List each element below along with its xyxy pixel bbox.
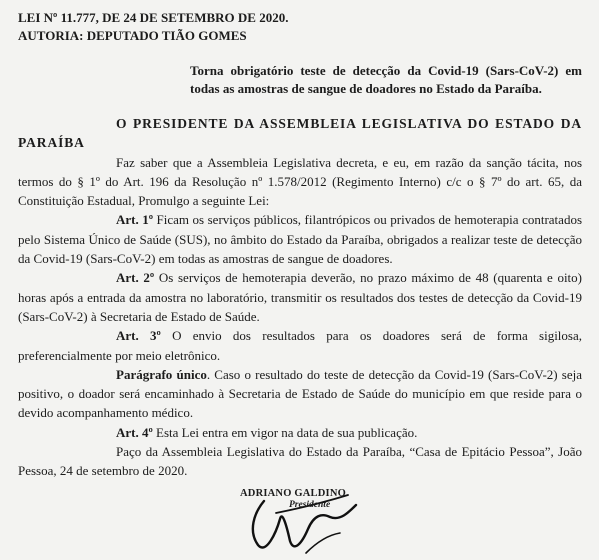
signatory-role: Presidente <box>289 500 331 510</box>
article-2 <box>18 268 582 326</box>
article-text: Esta Lei entra em vigor na data de sua publicação. <box>152 424 418 440</box>
article-label: Art. 2º <box>116 270 155 286</box>
preamble-paragraph: Faz saber que a Assembleia Legislativa decreta, e eu, em razão da sanção tácita, nos termos do § 1º do Art. 196 da Resolução nº 1.578/2012 (Regimento Interno) c/c o § 7º do art. 65, da Constituição Estadual, Promulgo a seguinte Lei: <box>18 154 582 209</box>
article-3 <box>18 326 582 365</box>
law-header <box>18 9 288 45</box>
article-text: Os serviços de hemoterapia deverão, no prazo máximo de 48 (quarenta e oito) horas após a entrada da amostra no laboratório, transmitir os resultados dos testes de detecção da Covid-19 (Sars-CoV-2) à Secretaria de Estado de Saúde. <box>18 270 582 324</box>
paragraph-label: Parágrafo único <box>116 366 207 382</box>
article-label: Art. 1º <box>116 212 154 228</box>
article-label: Art. 3º <box>116 328 161 344</box>
sole-paragraph <box>18 365 582 423</box>
signatory-name: ADRIANO GALDINO <box>240 488 346 499</box>
law-author: AUTORIA: DEPUTADO TIÃO GOMES <box>18 28 247 43</box>
law-body <box>18 114 582 481</box>
article-text: O envio dos resultados para os doadores será de forma sigilosa, preferencialmente por meio eletrônico. <box>18 328 583 363</box>
paragraph-text: . Caso o resultado do teste de detecção da Covid-19 (Sars-CoV-2) seja positivo, o doador será encaminhado à Secretaria de Estado de Saúde do município em que reside para o devido acompanhamento médico. <box>18 366 582 421</box>
closing-paragraph: Paço da Assembleia Legislativa do Estado da Paraíba, “Casa de Epitácio Pessoa”, João Pessoa, 24 de setembro de 2020. <box>18 444 582 479</box>
article-label: Art. 4º <box>116 424 153 440</box>
article-4 <box>18 423 582 442</box>
president-heading: O PRESIDENTE DA ASSEMBLEIA LEGISLATIVA DO ESTADO DA PARAÍBA <box>18 116 582 151</box>
law-summary: Torna obrigatório teste de detecção da Covid-19 (Sars-CoV-2) em todas as amostras de sangue de doadores no Estado da Paraíba. <box>190 63 582 96</box>
article-1 <box>18 210 582 268</box>
law-number: LEI Nº 11.777, DE 24 DE SETEMBRO DE 2020. <box>18 10 289 25</box>
article-text: Ficam os serviços públicos, filantrópicos ou privados de hemoterapia contratados pelo Sistema Único de Saúde (SUS), no âmbito do Estado da Paraíba, obrigados a realizar teste de detecção da Covid-19 (Sars-CoV-2) em todas as amostras de sangue de doadores. <box>18 212 582 267</box>
